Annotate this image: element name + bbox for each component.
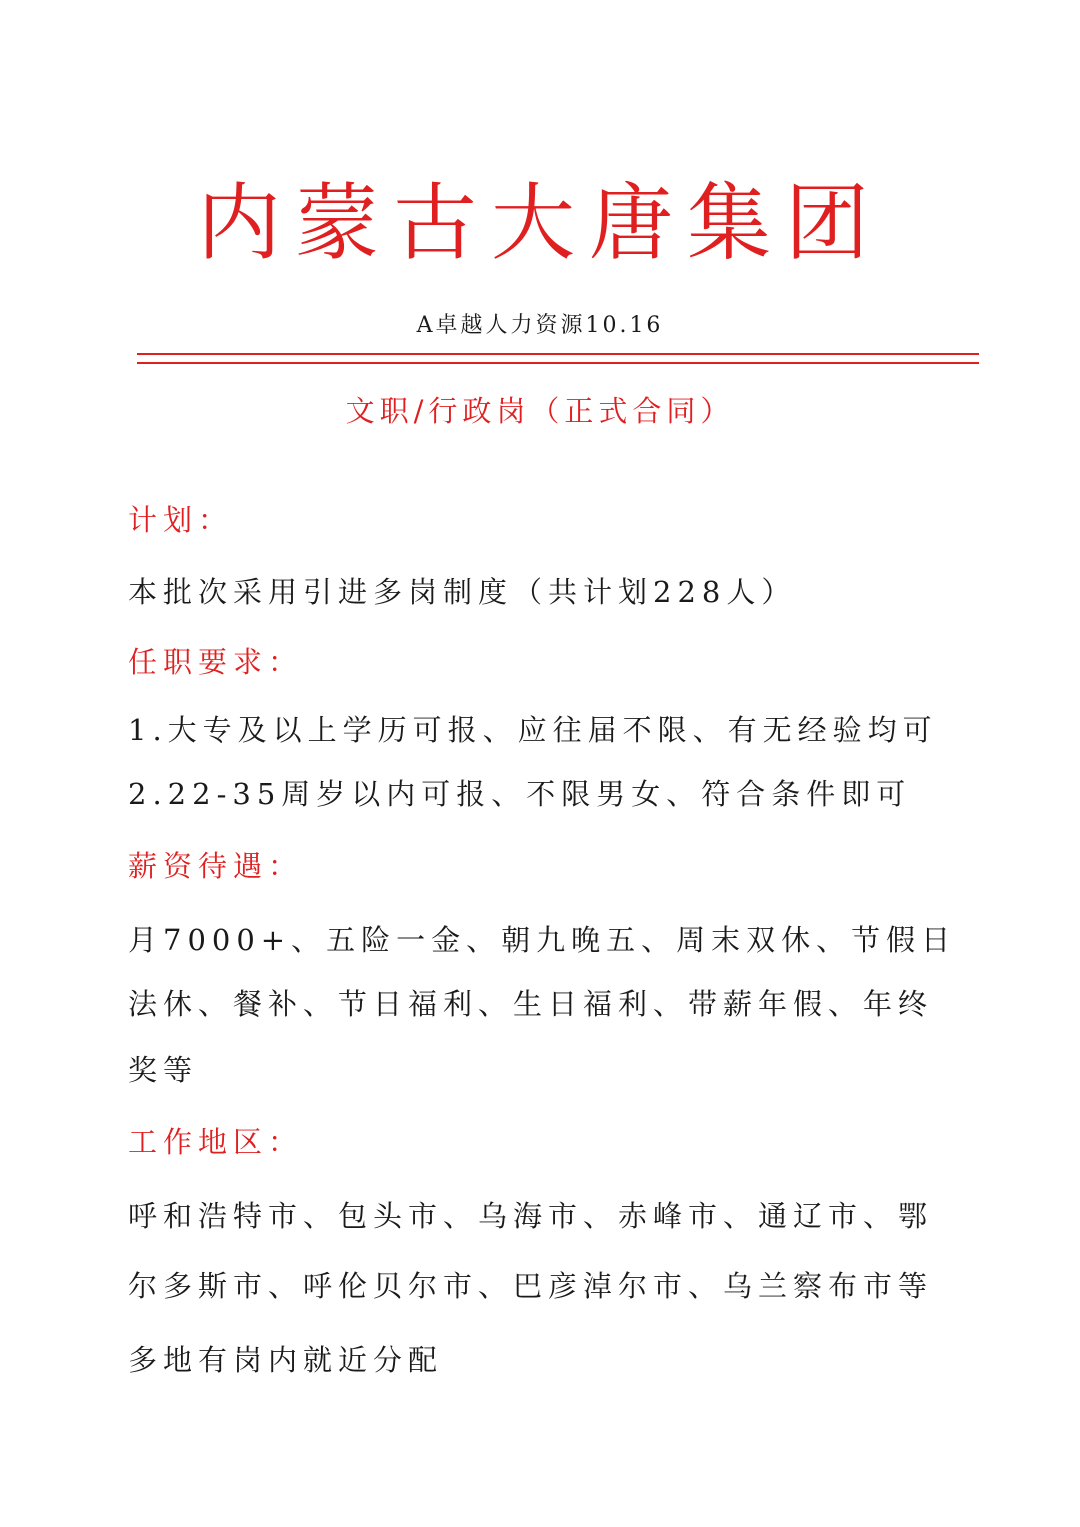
source-subtitle: A卓越人力资源10.16 xyxy=(416,313,664,338)
position-title: 文职/行政岗（正式合同） xyxy=(345,394,735,428)
header-divider-top xyxy=(137,353,979,355)
company-title: 内蒙古大唐集团 xyxy=(196,174,883,272)
requirements-line-2: 2.22-35周岁以内可报、不限男女、符合条件即可 xyxy=(128,777,912,811)
plan-heading: 计划： xyxy=(128,503,234,537)
salary-line-1: 月7000+、五险一金、朝九晚五、周末双休、节假日 xyxy=(128,923,957,957)
location-line-1: 呼和浩特市、包头市、乌海市、赤峰市、通辽市、鄂 xyxy=(128,1199,934,1233)
salary-line-2: 法休、餐补、节日福利、生日福利、带薪年假、年终 xyxy=(128,987,934,1021)
requirements-heading: 任职要求： xyxy=(128,645,304,679)
requirements-line-1: 1.大专及以上学历可报、应往届不限、有无经验均可 xyxy=(128,713,938,747)
plan-line-1: 本批次采用引进多岗制度（共计划228人） xyxy=(128,575,797,609)
location-line-3: 多地有岗内就近分配 xyxy=(128,1343,444,1377)
salary-heading: 薪资待遇： xyxy=(128,849,304,883)
header-divider-bottom xyxy=(137,362,979,364)
location-line-2: 尔多斯市、呼伦贝尔市、巴彦淖尔市、乌兰察布市等 xyxy=(128,1269,934,1303)
location-heading: 工作地区： xyxy=(128,1125,304,1159)
salary-line-3: 奖等 xyxy=(128,1053,199,1087)
